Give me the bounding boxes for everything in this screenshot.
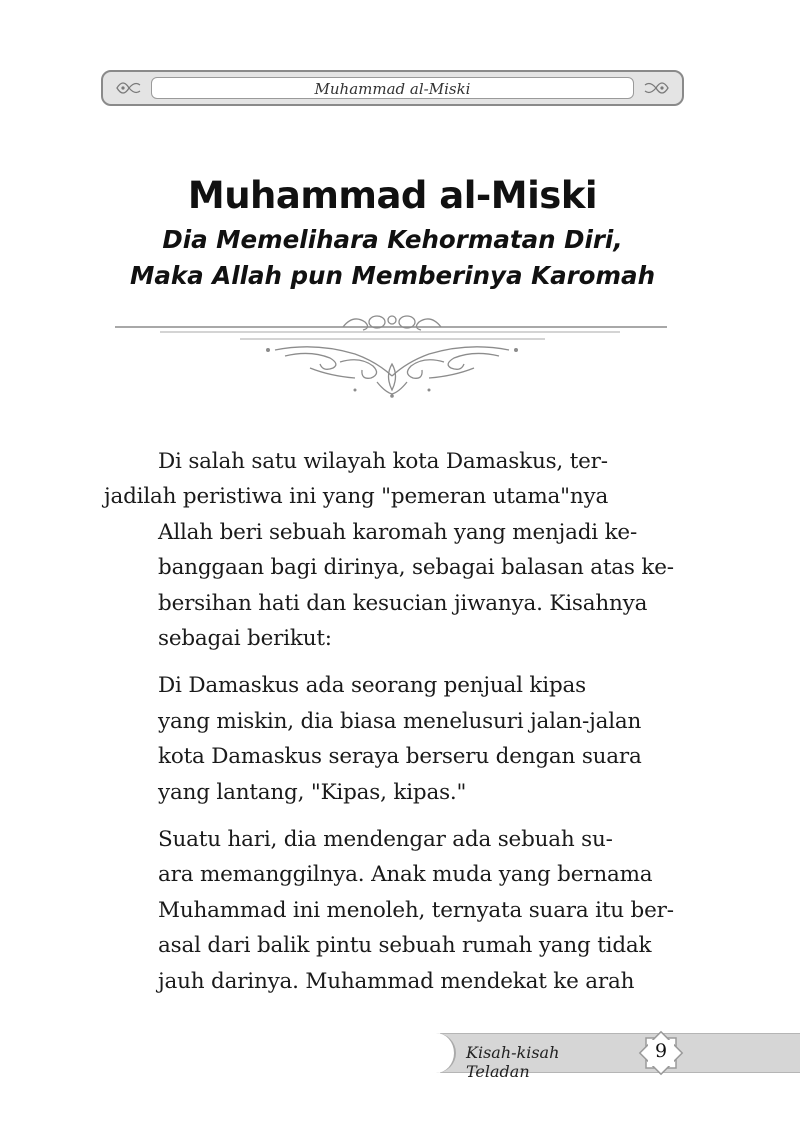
text-line: ara memanggilnya. Anak muda yang bernama [158,862,653,888]
text-line: sebagai berikut: [158,626,332,652]
body-text [104,444,684,1011]
chapter-subtitle-line1: Dia Memelihara Kehormatan Diri, [162,225,623,254]
paragraph-3 [104,822,684,999]
text-line: asal dari balik pintu sebuah rumah yang tidak [158,933,652,959]
paragraph-2 [104,668,684,810]
text-line: yang miskin, dia biasa menelusuri jalan-jalan [158,708,642,734]
text-line: Di Damaskus ada seorang penjual kipas [158,673,586,699]
text-line: Di salah satu wilayah kota Damaskus, ter- [158,449,608,474]
text-line: banggaan bagi dirinya, sebagai balasan atas ke- [158,555,674,581]
page-number-badge [636,1028,686,1078]
text-line: Suatu hari, dia mendengar ada sebuah su- [158,827,613,853]
text-line: jauh darinya. Muhammad mendekat ke arah [158,968,635,994]
chapter-title: Muhammad al-Miski [187,174,598,217]
floral-ornament-icon [113,76,143,100]
chapter-title-block [0,170,785,294]
text-line: yang lantang, "Kipas, kipas." [158,779,467,805]
text-line: Allah beri sebuah karomah yang menjadi ke- [158,519,638,545]
running-title: Muhammad al-Miski [151,77,634,99]
page-number: 9 [654,1040,668,1062]
text-line: jadilah peristiwa ini yang "pemeran utama"nya [104,484,609,510]
ornamental-divider-icon [115,306,675,398]
chapter-subtitle-line2: Maka Allah pun Memberinya Karomah [129,261,656,290]
book-title: Kisah-kisah Teladan [466,1043,560,1081]
paragraph-1 [104,444,684,656]
text-line: bersihan hati dan kesucian jiwanya. Kisahnya [158,590,648,616]
footer-curve [428,1033,456,1073]
running-header [101,70,684,106]
floral-ornament-icon [642,76,672,100]
text-line: Muhammad ini menoleh, ternyata suara itu ber- [158,897,674,923]
text-line: kota Damaskus seraya berseru dengan suara [158,744,642,770]
